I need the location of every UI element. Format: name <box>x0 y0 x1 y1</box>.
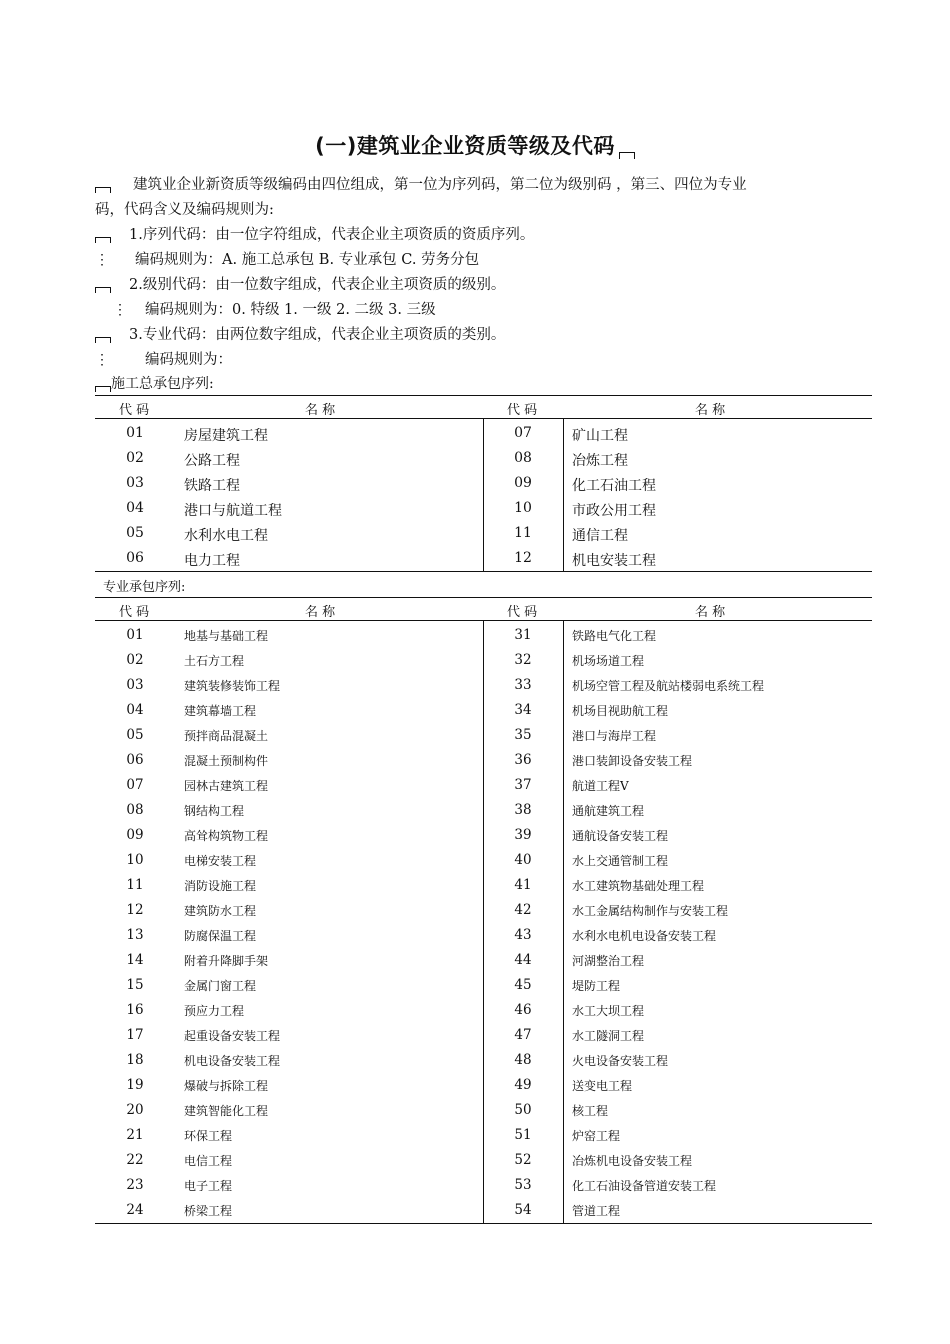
item-2-text: 2.级别代码：由一位数字组成，代表企业主项资质的级别。 <box>129 277 506 293</box>
code-cell: 33 <box>514 677 532 693</box>
name-cell: 桥梁工程 <box>184 1204 233 1218</box>
code-cell: 52 <box>514 1152 532 1168</box>
item-2-rule <box>95 298 436 319</box>
name-cell: 水上交通管制工程 <box>572 854 669 868</box>
table-row <box>95 748 872 773</box>
paragraph-mark-icon <box>95 337 111 343</box>
code-cell: 31 <box>514 627 532 643</box>
code-cell: 04 <box>126 702 144 718</box>
name-cell: 高耸构筑物工程 <box>184 829 269 843</box>
intro-text-1: 建筑业企业新资质等级编码由四位组成，第一位为序列码，第二位为级别码 ，第三、四位为专业 <box>133 177 747 193</box>
table-row <box>95 898 872 923</box>
table-row <box>95 446 872 471</box>
code-cell: 21 <box>126 1127 144 1143</box>
ellipsis-mark-icon: ⋮ <box>95 352 109 368</box>
code-cell: 12 <box>126 902 144 918</box>
code-cell: 09 <box>126 827 144 843</box>
table-row <box>95 923 872 948</box>
name-cell: 港口与海岸工程 <box>572 729 657 743</box>
name-cell: 铁路电气化工程 <box>572 629 657 643</box>
header-name: 名 称 <box>305 605 336 620</box>
code-cell: 01 <box>126 627 144 643</box>
code-cell: 07 <box>514 425 532 441</box>
item-3-rule <box>95 348 232 369</box>
name-cell: 通航建筑工程 <box>572 804 645 818</box>
name-cell: 火电设备安装工程 <box>572 1054 669 1068</box>
name-cell: 机电安装工程 <box>572 553 656 569</box>
header-code: 代 码 <box>119 605 150 620</box>
name-cell: 起重设备安装工程 <box>184 1029 281 1043</box>
code-cell: 41 <box>514 877 532 893</box>
name-cell: 管道工程 <box>572 1204 621 1218</box>
intro-text-2: 码，代码含义及编码规则为: <box>95 202 274 218</box>
name-cell: 河湖整治工程 <box>572 954 645 968</box>
code-cell: 20 <box>126 1102 144 1118</box>
table-row <box>95 1023 872 1048</box>
name-cell: 建筑装修装饰工程 <box>184 679 281 693</box>
name-cell: 建筑幕墙工程 <box>184 704 257 718</box>
code-cell: 39 <box>514 827 532 843</box>
code-cell: 03 <box>126 677 144 693</box>
table-row <box>95 998 872 1023</box>
table-row <box>95 648 872 673</box>
name-cell: 土石方工程 <box>184 654 245 668</box>
code-cell: 10 <box>514 500 532 516</box>
code-cell: 14 <box>126 952 144 968</box>
paragraph-mark-icon <box>95 237 111 243</box>
code-cell: 54 <box>514 1202 532 1218</box>
code-cell: 43 <box>514 927 532 943</box>
code-cell: 37 <box>514 777 532 793</box>
table-row <box>95 673 872 698</box>
item-2-rule-text: 编码规则为：0. 特级 1. 一级 2. 二级 3. 三级 <box>145 302 436 318</box>
code-cell: 05 <box>126 525 144 541</box>
table-row <box>95 848 872 873</box>
code-cell: 08 <box>514 450 532 466</box>
name-cell: 防腐保温工程 <box>184 929 257 943</box>
name-cell: 电信工程 <box>184 1154 233 1168</box>
table-row <box>95 723 872 748</box>
specialty-contracting-table <box>95 597 872 1224</box>
name-cell: 水工金属结构制作与安装工程 <box>572 904 729 918</box>
table-row <box>95 698 872 723</box>
code-cell: 42 <box>514 902 532 918</box>
code-cell: 05 <box>126 727 144 743</box>
name-cell: 公路工程 <box>184 453 240 469</box>
table-body <box>95 621 872 1224</box>
name-cell: 通信工程 <box>572 528 628 544</box>
item-1-rule-text: 编码规则为：A. 施工总承包 B. 专业承包 C. 劳务分包 <box>135 252 480 268</box>
table-row <box>95 1173 872 1198</box>
name-cell: 水利水电工程 <box>184 528 268 544</box>
name-cell: 航道工程V <box>572 779 629 793</box>
name-cell: 送变电工程 <box>572 1079 633 1093</box>
header-code: 代 码 <box>507 403 538 418</box>
name-cell: 混凝土预制构件 <box>184 754 269 768</box>
name-cell: 机场目视助航工程 <box>572 704 669 718</box>
code-cell: 34 <box>514 702 532 718</box>
table-row <box>95 496 872 521</box>
name-cell: 机场空管工程及航站楼弱电系统工程 <box>572 679 765 693</box>
general-contracting-table <box>95 395 872 572</box>
header-name: 名 称 <box>305 403 336 418</box>
intro-line-2 <box>95 198 274 219</box>
name-cell: 环保工程 <box>184 1129 233 1143</box>
code-cell: 32 <box>514 652 532 668</box>
name-cell: 预应力工程 <box>184 1004 245 1018</box>
name-cell: 电子工程 <box>184 1179 233 1193</box>
page-title <box>0 130 950 160</box>
name-cell: 建筑智能化工程 <box>184 1104 269 1118</box>
name-cell: 堤防工程 <box>572 979 621 993</box>
code-cell: 01 <box>126 425 144 441</box>
table-row <box>95 471 872 496</box>
table-row <box>95 1098 872 1123</box>
code-cell: 53 <box>514 1177 532 1193</box>
table-row <box>95 546 872 571</box>
code-cell: 45 <box>514 977 532 993</box>
table-row <box>95 1048 872 1073</box>
code-cell: 03 <box>126 475 144 491</box>
code-cell: 18 <box>126 1052 144 1068</box>
name-cell: 金属门窗工程 <box>184 979 257 993</box>
intro-line-1 <box>95 173 747 194</box>
name-cell: 港口与航道工程 <box>184 503 282 519</box>
code-cell: 48 <box>514 1052 532 1068</box>
general-contracting-title <box>95 373 214 393</box>
item-2 <box>95 273 505 294</box>
code-cell: 35 <box>514 727 532 743</box>
table-row <box>95 823 872 848</box>
code-cell: 06 <box>126 752 144 768</box>
name-cell: 机电设备安装工程 <box>184 1054 281 1068</box>
name-cell: 消防设施工程 <box>184 879 257 893</box>
table-header <box>95 395 872 419</box>
name-cell: 化工石油设备管道安装工程 <box>572 1179 717 1193</box>
code-cell: 47 <box>514 1027 532 1043</box>
item-3-rule-text: 编码规则为： <box>145 352 232 368</box>
code-cell: 49 <box>514 1077 532 1093</box>
table-row <box>95 1198 872 1223</box>
name-cell: 水工建筑物基础处理工程 <box>572 879 705 893</box>
name-cell: 市政公用工程 <box>572 503 656 519</box>
code-cell: 46 <box>514 1002 532 1018</box>
code-cell: 08 <box>126 802 144 818</box>
name-cell: 爆破与拆除工程 <box>184 1079 269 1093</box>
name-cell: 炉窑工程 <box>572 1129 621 1143</box>
name-cell: 化工石油工程 <box>572 478 656 494</box>
item-3 <box>95 323 505 344</box>
name-cell: 钢结构工程 <box>184 804 245 818</box>
item-1 <box>95 223 534 244</box>
specialty-contracting-title: 专业承包序列: <box>103 580 186 595</box>
code-cell: 09 <box>514 475 532 491</box>
page-title-text: (一)建筑业企业资质等级及代码 <box>315 134 615 158</box>
code-cell: 44 <box>514 952 532 968</box>
code-cell: 23 <box>126 1177 144 1193</box>
ellipsis-mark-icon: ⋮ <box>95 252 109 268</box>
paragraph-mark-icon <box>95 187 111 193</box>
code-cell: 02 <box>126 652 144 668</box>
code-cell: 04 <box>126 500 144 516</box>
code-cell: 40 <box>514 852 532 868</box>
name-cell: 水工大坝工程 <box>572 1004 645 1018</box>
name-cell: 港口装卸设备安装工程 <box>572 754 693 768</box>
table-row <box>95 773 872 798</box>
header-name: 名 称 <box>695 403 726 418</box>
header-code: 代 码 <box>119 403 150 418</box>
code-cell: 36 <box>514 752 532 768</box>
name-cell: 机场场道工程 <box>572 654 645 668</box>
code-cell: 13 <box>126 927 144 943</box>
ellipsis-mark-icon: ⋮ <box>113 302 127 318</box>
name-cell: 核工程 <box>572 1104 609 1118</box>
code-cell: 10 <box>126 852 144 868</box>
code-cell: 15 <box>126 977 144 993</box>
table-row <box>95 873 872 898</box>
code-cell: 51 <box>514 1127 532 1143</box>
table-row <box>95 1073 872 1098</box>
code-cell: 24 <box>126 1202 144 1218</box>
table-row <box>95 1148 872 1173</box>
code-cell: 22 <box>126 1152 144 1168</box>
paragraph-mark-icon <box>95 386 111 392</box>
paragraph-mark-icon <box>95 287 111 293</box>
general-contracting-title-text: 施工总承包序列: <box>111 376 214 392</box>
code-cell: 19 <box>126 1077 144 1093</box>
item-1-text: 1.序列代码：由一位字符组成，代表企业主项资质的资质序列。 <box>129 227 535 243</box>
header-code: 代 码 <box>507 605 538 620</box>
header-name: 名 称 <box>695 605 726 620</box>
name-cell: 建筑防水工程 <box>184 904 257 918</box>
name-cell: 房屋建筑工程 <box>184 428 268 444</box>
name-cell: 冶炼工程 <box>572 453 628 469</box>
item-1-rule <box>95 248 479 269</box>
name-cell: 冶炼机电设备安装工程 <box>572 1154 693 1168</box>
code-cell: 11 <box>514 525 532 541</box>
name-cell: 园林古建筑工程 <box>184 779 269 793</box>
table-row <box>95 948 872 973</box>
table-row <box>95 798 872 823</box>
code-cell: 11 <box>126 877 144 893</box>
code-cell: 16 <box>126 1002 144 1018</box>
paragraph-mark-icon <box>619 152 635 159</box>
table-row <box>95 623 872 648</box>
item-3-text: 3.专业代码：由两位数字组成，代表企业主项资质的类别。 <box>129 327 506 343</box>
code-cell: 38 <box>514 802 532 818</box>
code-cell: 50 <box>514 1102 532 1118</box>
table-row <box>95 421 872 446</box>
name-cell: 通航设备安装工程 <box>572 829 669 843</box>
code-cell: 07 <box>126 777 144 793</box>
name-cell: 附着升降脚手架 <box>184 954 269 968</box>
name-cell: 电梯安装工程 <box>184 854 257 868</box>
name-cell: 铁路工程 <box>184 478 240 494</box>
name-cell: 水工隧洞工程 <box>572 1029 645 1043</box>
table-header <box>95 597 872 621</box>
code-cell: 12 <box>514 550 532 566</box>
code-cell: 02 <box>126 450 144 466</box>
table-row <box>95 521 872 546</box>
table-body <box>95 419 872 572</box>
code-cell: 17 <box>126 1027 144 1043</box>
table-row <box>95 1123 872 1148</box>
code-cell: 06 <box>126 550 144 566</box>
name-cell: 水利水电机电设备安装工程 <box>572 929 717 943</box>
name-cell: 电力工程 <box>184 553 240 569</box>
name-cell: 地基与基础工程 <box>184 629 269 643</box>
name-cell: 预拌商品混凝土 <box>184 729 269 743</box>
table-row <box>95 973 872 998</box>
name-cell: 矿山工程 <box>572 428 628 444</box>
